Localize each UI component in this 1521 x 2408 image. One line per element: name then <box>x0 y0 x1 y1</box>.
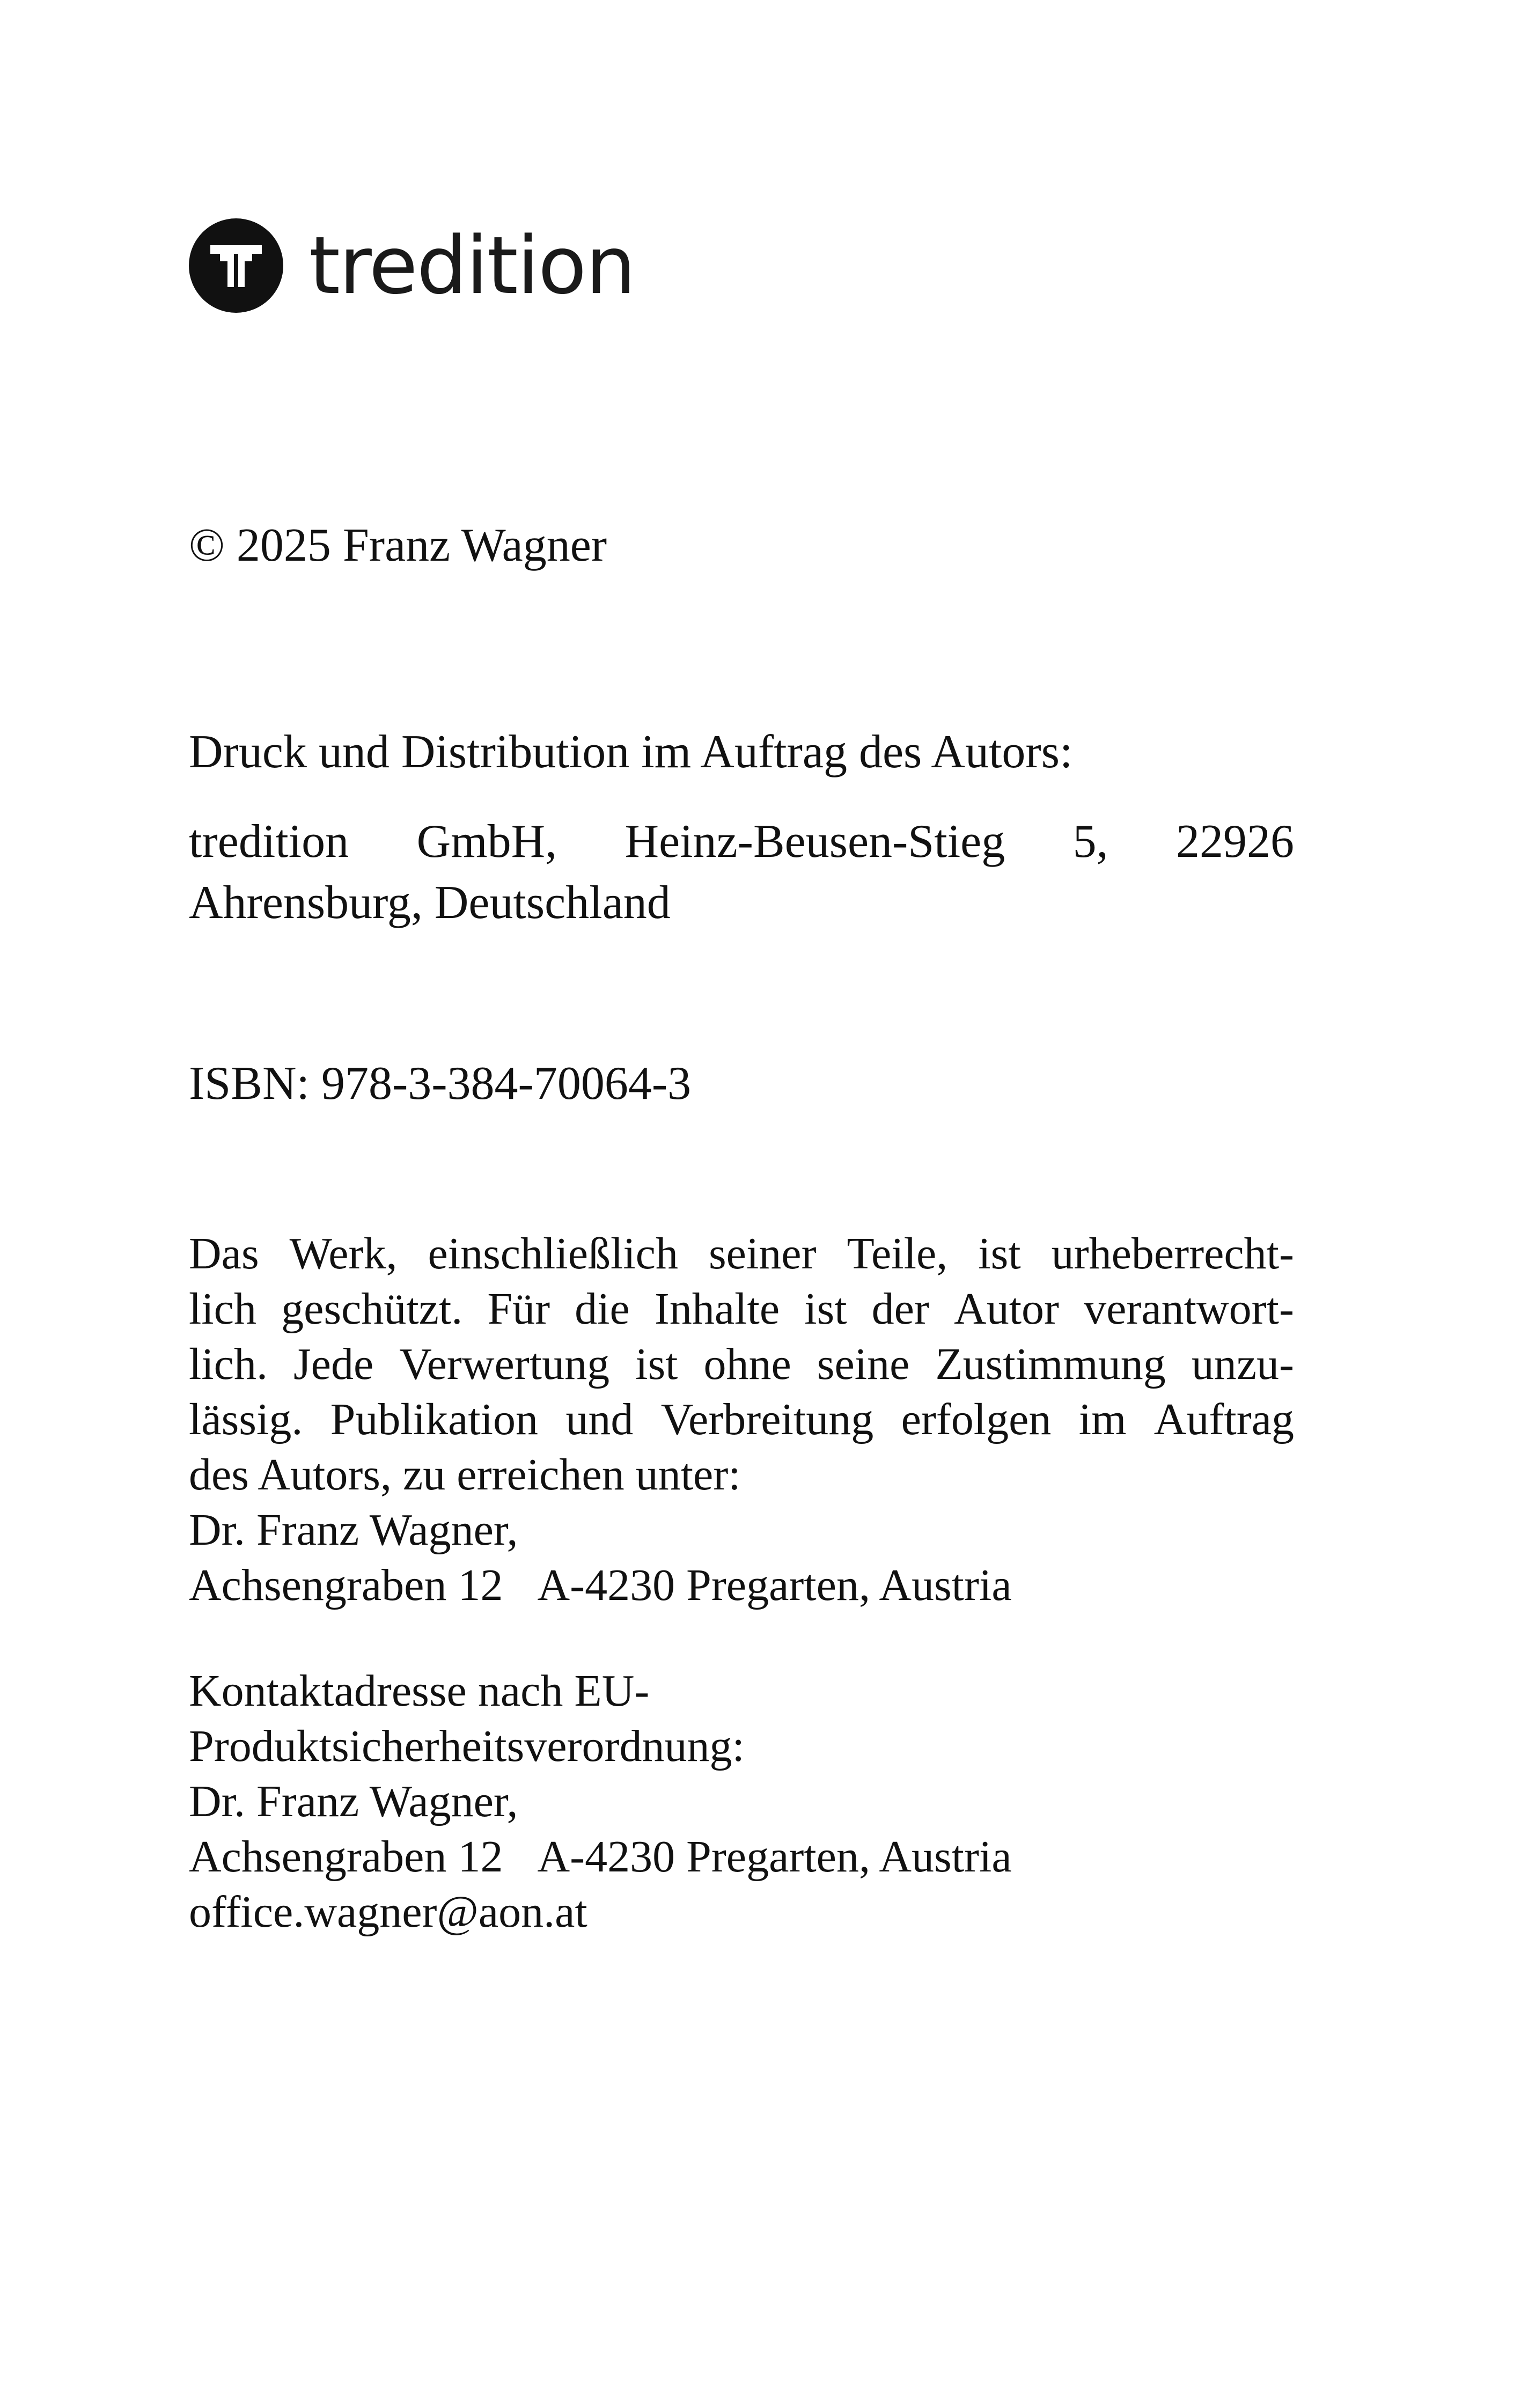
contact-city: A-4230 Pregarten, Austria <box>537 1832 1012 1882</box>
rights-word: Teile, <box>847 1229 948 1279</box>
rights-paragraph <box>189 1226 1294 1613</box>
rights-word: Auftrag <box>1153 1394 1294 1444</box>
contact-email: office.wagner@aon.at <box>189 1887 587 1937</box>
contact-block <box>189 1663 1294 1940</box>
publisher-logo <box>189 215 635 317</box>
address-word: GmbH, <box>416 816 557 868</box>
contact-address <box>189 1829 1294 1884</box>
rights-line <box>189 1392 1294 1447</box>
publisher-address <box>189 811 1294 934</box>
contact-name: Dr. Franz Wagner, <box>189 1776 518 1826</box>
address-word: 5, <box>1072 816 1108 868</box>
contact-street: Achsengraben 12 <box>189 1832 503 1882</box>
rights-word: erfolgen <box>901 1394 1052 1444</box>
rights-word: lässig. <box>189 1394 303 1444</box>
rights-line <box>189 1337 1294 1392</box>
rights-word: und <box>565 1394 634 1444</box>
rights-word: ohne <box>703 1339 791 1389</box>
author-street: Achsengraben 12 <box>189 1560 503 1610</box>
rights-word: verantwort- <box>1084 1284 1294 1334</box>
rights-word: Für <box>487 1284 550 1334</box>
rights-word: Autor <box>954 1284 1060 1334</box>
rights-word: Inhalte <box>654 1284 780 1334</box>
rights-word: seiner <box>708 1229 817 1279</box>
author-address <box>189 1558 1294 1613</box>
rights-word: einschließlich <box>428 1229 678 1279</box>
rights-word: urheberrecht- <box>1051 1229 1294 1279</box>
rights-word: geschützt. <box>281 1284 463 1334</box>
rights-word: ist <box>978 1229 1021 1279</box>
rights-line <box>189 1281 1294 1337</box>
rights-word: Verwertung <box>399 1339 610 1389</box>
logo-wordmark: tredition <box>309 219 635 312</box>
copyright-notice <box>189 518 1294 574</box>
rights-word: Publikation <box>330 1394 539 1444</box>
isbn-block <box>189 1056 1294 1112</box>
printing-info <box>189 724 1294 780</box>
contact-heading-line2: Produktsicherheitsverordnung: <box>189 1721 745 1771</box>
address-word: 22926 <box>1175 816 1294 868</box>
rights-word: ist <box>635 1339 678 1389</box>
rights-word: ist <box>804 1284 847 1334</box>
rights-word: Zustimmung <box>935 1339 1166 1389</box>
rights-word: Das <box>189 1229 259 1279</box>
rights-word: unzu- <box>1191 1339 1294 1389</box>
rights-word: Werk, <box>289 1229 398 1279</box>
copyright-text: © 2025 Franz Wagner <box>189 519 607 571</box>
rights-word: lich. <box>189 1339 268 1389</box>
rights-line: des Autors, zu erreichen unter: <box>189 1450 741 1500</box>
publisher-address-line1 <box>189 811 1294 872</box>
rights-word: Verbreitung <box>660 1394 874 1444</box>
author-city: A-4230 Pregarten, Austria <box>537 1560 1012 1610</box>
contact-heading-line1: Kontaktadresse nach EU- <box>189 1666 650 1716</box>
tredition-logo-icon <box>189 218 283 313</box>
rights-word: im <box>1078 1394 1127 1444</box>
rights-word: Jede <box>293 1339 374 1389</box>
rights-word: der <box>871 1284 929 1334</box>
rights-word: die <box>575 1284 630 1334</box>
publisher-address-line2: Ahrensburg, Deutschland <box>189 877 671 929</box>
address-word: tredition <box>189 816 349 868</box>
address-word: Heinz-Beusen-Stieg <box>624 816 1005 868</box>
rights-word: lich <box>189 1284 256 1334</box>
author-name: Dr. Franz Wagner, <box>189 1505 518 1555</box>
rights-word: seine <box>817 1339 910 1389</box>
printing-heading: Druck und Distribution im Auftrag des Autors: <box>189 726 1073 778</box>
rights-line <box>189 1226 1294 1281</box>
isbn-text: ISBN: 978-3-384-70064-3 <box>189 1058 692 1110</box>
